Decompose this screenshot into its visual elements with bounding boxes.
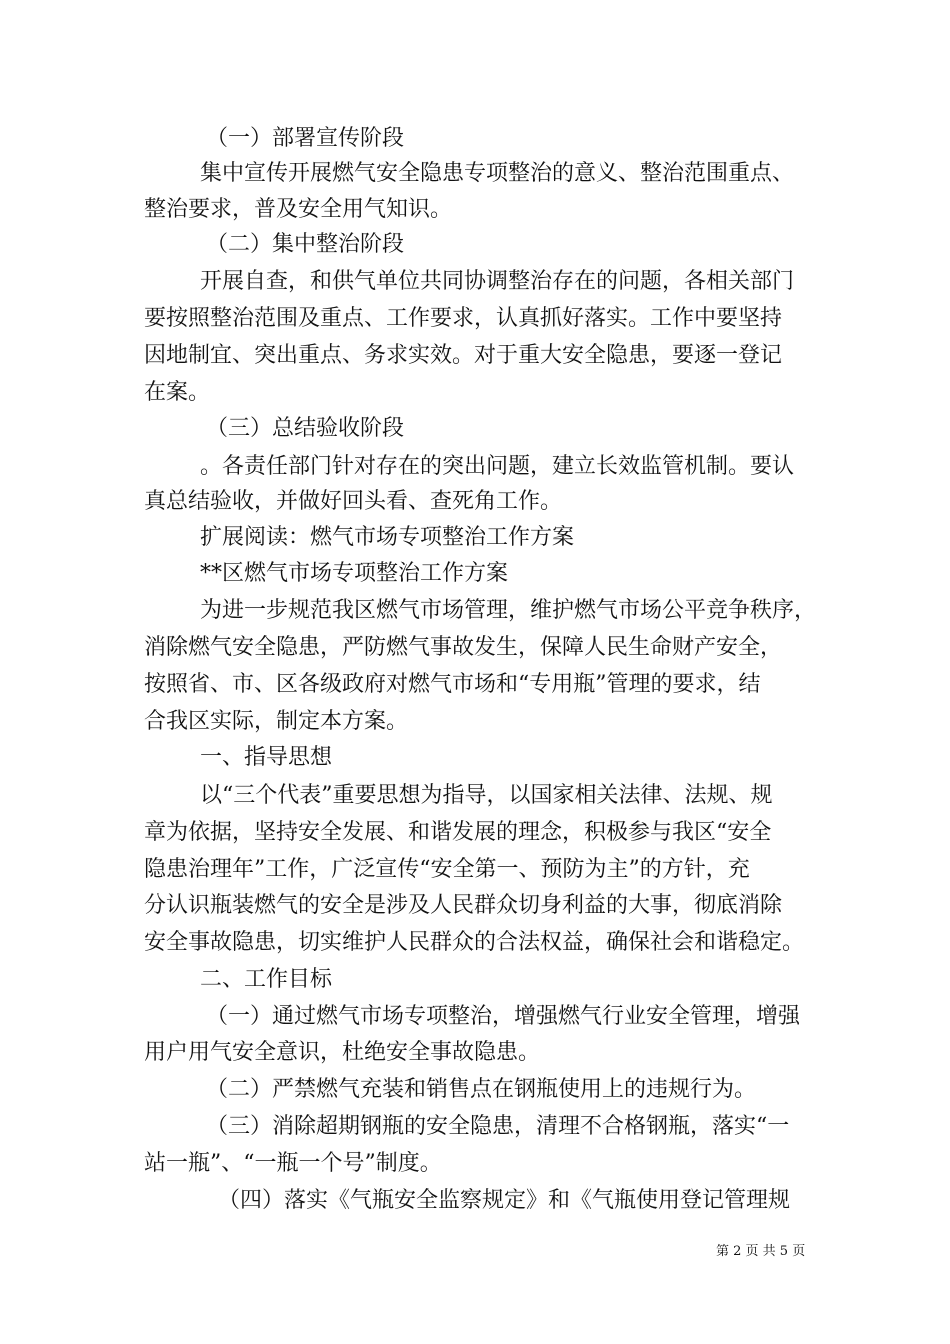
- heading-deploy-publicity-phase: （一）部署宣传阶段: [206, 126, 405, 151]
- paragraph-line: 隐患治理年”工作，广泛宣传“安全第一、预防为主”的方针，充: [144, 857, 750, 882]
- paragraph-line: 章为依据，坚持安全发展、和谐发展的理念，积极参与我区“安全: [144, 820, 772, 845]
- heading-summary-acceptance-phase: （三）总结验收阶段: [206, 416, 405, 441]
- paragraph-line: 集中宣传开展燃气安全隐患专项整治的意义、整治范围重点、: [200, 161, 795, 186]
- paragraph-line: 因地制宜、突出重点、务求实效。对于重大安全隐患，要逐一登记: [144, 343, 783, 368]
- paragraph-line: 为进一步规范我区燃气市场管理，维护燃气市场公平竞争秩序，: [200, 598, 817, 623]
- document-title-line: **区燃气市场专项整治工作方案: [200, 561, 509, 586]
- paragraph-line: 整治要求，普及安全用气知识。: [144, 197, 453, 222]
- heading-concentrated-rectification-phase: （二）集中整治阶段: [206, 232, 405, 257]
- paragraph-line: （四）落实《气瓶安全监察规定》和《气瓶使用登记管理规: [218, 1188, 791, 1213]
- paragraph-line: 。各责任部门针对存在的突出问题，建立长效监管机制。要认: [200, 454, 795, 479]
- paragraph-line: 以“三个代表”重要思想为指导，以国家相关法律、法规、规: [200, 783, 773, 808]
- paragraph-line: （三）消除超期钢瓶的安全隐患，清理不合格钢瓶，落实“一: [206, 1114, 790, 1139]
- paragraph-line: 消除燃气安全隐患，严防燃气事故发生，保障人民生命财产安全，: [144, 635, 783, 660]
- paragraph-line: 安全事故隐患，切实维护人民群众的合法权益，确保社会和谐稳定。: [144, 930, 805, 955]
- paragraph-line: 用户用气安全意识，杜绝安全事故隐患。: [144, 1040, 541, 1065]
- page-indicator: 第 2 页 共 5 页: [716, 1244, 806, 1259]
- heading-work-objectives: 二、工作目标: [200, 967, 333, 992]
- paragraph-line: 合我区实际，制定本方案。: [144, 709, 409, 734]
- extended-reading-line: 扩展阅读：燃气市场专项整治工作方案: [200, 525, 575, 550]
- paragraph-line: 分认识瓶装燃气的安全是涉及人民群众切身利益的大事，彻底消除: [144, 893, 783, 918]
- paragraph-line: 开展自查，和供气单位共同协调整治存在的问题，各相关部门: [200, 269, 795, 294]
- heading-guiding-ideology: 一、指导思想: [200, 745, 333, 770]
- paragraph-line: （二）严禁燃气充装和销售点在钢瓶使用上的违规行为。: [206, 1077, 757, 1102]
- paragraph-line: 真总结验收，并做好回头看、查死角工作。: [144, 489, 563, 514]
- paragraph-line: 在案。: [144, 380, 211, 405]
- paragraph-line: 按照省、市、区各级政府对燃气市场和“专用瓶”管理的要求，结: [144, 672, 761, 697]
- paragraph-line: 站一瓶”、“一瓶一个号”制度。: [144, 1151, 442, 1176]
- paragraph-line: 要按照整治范围及重点、工作要求，认真抓好落实。工作中要坚持: [144, 306, 783, 331]
- paragraph-line: （一）通过燃气市场专项整治，增强燃气行业安全管理，增强: [206, 1004, 801, 1029]
